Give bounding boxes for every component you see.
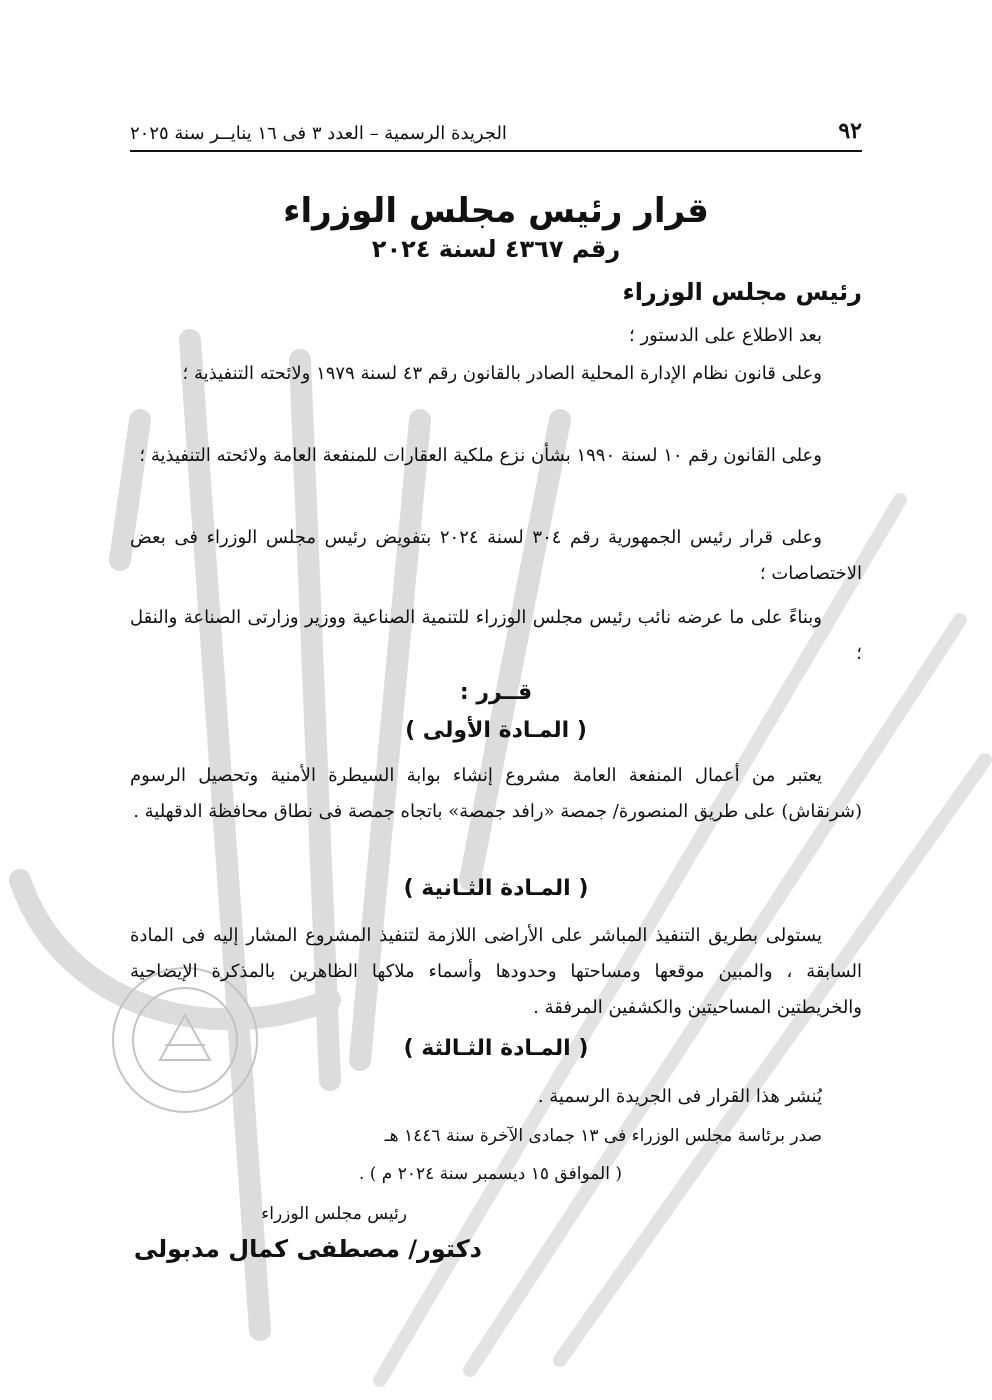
article-3-heading: ( المـادة الثـالثة ) xyxy=(403,1036,589,1061)
article-2-heading: ( المـادة الثـانية ) xyxy=(403,876,589,901)
issued-date-line: صدر برئاسة مجلس الوزراء فى ١٣ جمادى الآخرة سنة ١٤٤٦ هـ xyxy=(384,1126,822,1146)
article-3-text: يُنشر هذا القرار فى الجريدة الرسمية . xyxy=(537,1086,822,1107)
article-1-text: يعتبر من أعمال المنفعة العامة مشروع إنشاء بوابة السيطرة الأمنية وتحصيل الرسوم (شرنقاش) على طريق المنصورة/ جمصة «رافد جمصة» باتجاه جمصة فى نطاق محافظة الدقهلية . xyxy=(130,765,862,822)
decree-number: رقم ٤٣٦٧ لسنة ٢٠٢٤ xyxy=(371,235,621,263)
preamble-item: بعد الاطلاع على الدستور ؛ xyxy=(629,325,822,346)
gregorian-date-line: ( الموافق ١٥ ديسمبر سنة ٢٠٢٤ م ) . xyxy=(358,1164,622,1184)
preamble-item: وبناءً على ما عرضه نائب رئيس مجلس الوزراء للتنمية الصناعية ووزير وزارتى الصناعة والنقل ؛ xyxy=(130,607,862,664)
preamble-item: وعلى قرار رئيس الجمهورية رقم ٣٠٤ لسنة ٢٠٢٤ بتفويض رئيس مجلس الوزراء فى بعض الاختصاصات ؛ xyxy=(130,527,862,584)
signatory-name: دكتور/ مصطفى كمال مدبولى xyxy=(133,1235,482,1263)
page-number: ٩٢ xyxy=(838,118,862,144)
article-2-text: يستولى بطريق التنفيذ المباشر على الأراضى اللازمة لتنفيذ المشروع المشار إليه فى المادة السابقة ، والمبين موقعها ومساحتها وحدودها وأسماء ملاكها الظاهرين بالمذكرة الإيضاحية والخريطتين المساحيتين والكشفين المرفقة . xyxy=(130,925,862,1018)
decided-label: قــرر : xyxy=(459,680,533,705)
gazette-issue-line: الجريدة الرسمية – العدد ٣ فى ١٦ ينايــر سنة ٢٠٢٥ xyxy=(130,123,507,144)
article-1-heading: ( المـادة الأولى ) xyxy=(405,718,587,743)
preamble-item: وعلى قانون نظام الإدارة المحلية الصادر بالقانون رقم ٤٣ لسنة ١٩٧٩ ولائحته التنفيذية ؛ xyxy=(182,363,822,384)
decree-title: قرار رئيس مجلس الوزراء xyxy=(283,191,709,231)
page-header xyxy=(130,112,862,152)
issuer-heading: رئيس مجلس الوزراء xyxy=(622,278,862,306)
signatory-title: رئيس مجلس الوزراء xyxy=(261,1204,407,1224)
preamble-item: وعلى القانون رقم ١٠ لسنة ١٩٩٠ بشأن نزع ملكية العقارات للمنفعة العامة ولائحته التنفيذية ؛ xyxy=(139,445,822,466)
